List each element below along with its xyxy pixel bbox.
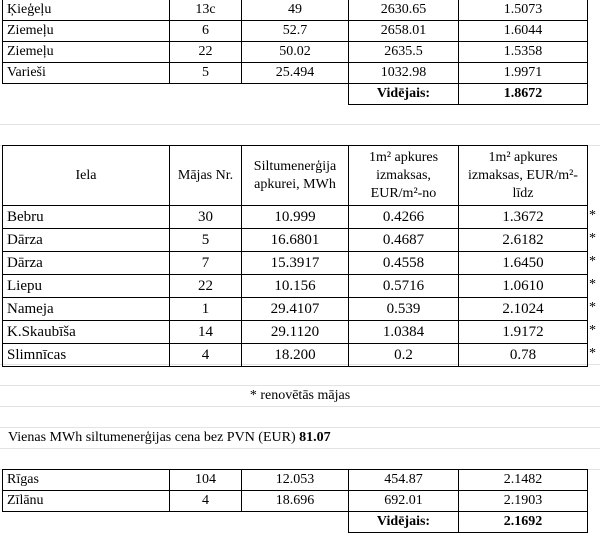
street-cell: Ķieģeļu (3, 0, 170, 21)
renovated-marker: * (589, 231, 596, 246)
energy-cell: 16.6801 (242, 229, 349, 252)
house-cell: 4 (170, 344, 242, 367)
header-energy: Siltumenerģija apkurei, MWh (242, 146, 349, 206)
table-row (3, 275, 588, 298)
house-cell: 7 (170, 252, 242, 275)
house-cell: 13c (170, 0, 242, 21)
street-cell: Zīlānu (3, 491, 170, 512)
cost-to-cell: 1.5073 (459, 0, 588, 21)
header-cost-from: 1m² apkures izmaksas, EUR/m²-no (349, 146, 459, 206)
average-value: 2.1692 (459, 512, 588, 533)
energy-cell: 49 (242, 0, 349, 21)
cost-from-cell: 2635.5 (349, 42, 459, 63)
cost-from-cell: 0.2 (349, 344, 459, 367)
table-row (3, 491, 588, 512)
average-label: Vidējais: (349, 512, 459, 533)
cost-from-cell: 0.5716 (349, 275, 459, 298)
energy-cell: 18.200 (242, 344, 349, 367)
header-cost-to: 1m² apkures izmaksas, EUR/m²-līdz (459, 146, 588, 206)
street-cell: Nameja (3, 298, 170, 321)
house-cell: 22 (170, 42, 242, 63)
cost-to-cell: 2.1903 (459, 491, 588, 512)
heat-price-value: 81.07 (299, 430, 331, 445)
cost-from-cell: 0.539 (349, 298, 459, 321)
average-value: 1.8672 (459, 84, 588, 105)
average-row (3, 84, 588, 105)
cost-to-cell: 1.3672 (459, 206, 588, 229)
renovated-marker: * (589, 346, 596, 361)
bottom-table (2, 469, 588, 533)
street-cell: Ziemeļu (3, 42, 170, 63)
house-cell: 30 (170, 206, 242, 229)
average-label: Vidējais: (349, 84, 459, 105)
heat-price-label: Vienas MWh siltumenerģijas cena bez PVN (EUR) (8, 430, 296, 445)
house-cell: 4 (170, 491, 242, 512)
table-row (3, 298, 588, 321)
street-cell: K.Skaubīša (3, 321, 170, 344)
empty-cell (170, 512, 242, 533)
header-street: Iela (3, 146, 170, 206)
house-cell: 1 (170, 298, 242, 321)
cost-from-cell: 0.4558 (349, 252, 459, 275)
street-cell: Bebru (3, 206, 170, 229)
cost-from-cell: 2658.01 (349, 21, 459, 42)
empty-cell (3, 512, 170, 533)
renovated-marker: * (589, 254, 596, 269)
cost-from-cell: 0.4687 (349, 229, 459, 252)
street-cell: Liepu (3, 275, 170, 298)
table-row (3, 21, 588, 42)
cost-to-cell: 1.6044 (459, 21, 588, 42)
table-row (3, 0, 588, 21)
cost-from-cell: 692.01 (349, 491, 459, 512)
energy-cell: 10.156 (242, 275, 349, 298)
energy-cell: 12.053 (242, 470, 349, 491)
table-row (3, 42, 588, 63)
average-row (3, 512, 588, 533)
cost-from-cell: 1.0384 (349, 321, 459, 344)
empty-cell (3, 84, 170, 105)
house-cell: 5 (170, 63, 242, 84)
cost-to-cell: 1.9172 (459, 321, 588, 344)
renovated-marker: * (589, 277, 596, 292)
renovated-marker: * (589, 323, 596, 338)
table-row (3, 470, 588, 491)
empty-cell (170, 84, 242, 105)
street-cell: Dārza (3, 229, 170, 252)
renovated-marker: * (589, 300, 596, 315)
cost-to-cell: 2.1482 (459, 470, 588, 491)
cost-to-cell: 2.1024 (459, 298, 588, 321)
cost-to-cell: 1.5358 (459, 42, 588, 63)
energy-cell: 18.696 (242, 491, 349, 512)
table-row (3, 206, 588, 229)
energy-cell: 10.999 (242, 206, 349, 229)
cost-from-cell: 454.87 (349, 470, 459, 491)
heat-price-line (8, 430, 331, 446)
cost-from-cell: 1032.98 (349, 63, 459, 84)
energy-cell: 15.3917 (242, 252, 349, 275)
main-table (2, 145, 588, 367)
header-house: Mājas Nr. (170, 146, 242, 206)
energy-cell: 29.4107 (242, 298, 349, 321)
cost-to-cell: 0.78 (459, 344, 588, 367)
house-cell: 6 (170, 21, 242, 42)
street-cell: Dārza (3, 252, 170, 275)
energy-cell: 25.494 (242, 63, 349, 84)
cost-to-cell: 1.0610 (459, 275, 588, 298)
house-cell: 5 (170, 229, 242, 252)
cost-to-cell: 2.6182 (459, 229, 588, 252)
cost-from-cell: 2630.65 (349, 0, 459, 21)
empty-cell (242, 84, 349, 105)
cost-to-cell: 1.9971 (459, 63, 588, 84)
table-row (3, 63, 588, 84)
street-cell: Ziemeļu (3, 21, 170, 42)
street-cell: Rīgas (3, 470, 170, 491)
renovated-note: * renovētās mājas (249, 388, 351, 403)
energy-cell: 29.1120 (242, 321, 349, 344)
empty-cell (242, 512, 349, 533)
cost-from-cell: 0.4266 (349, 206, 459, 229)
table-row (3, 344, 588, 367)
table-row (3, 321, 588, 344)
energy-cell: 52.7 (242, 21, 349, 42)
house-cell: 104 (170, 470, 242, 491)
energy-cell: 50.02 (242, 42, 349, 63)
street-cell: Varieši (3, 63, 170, 84)
table-row (3, 252, 588, 275)
house-cell: 22 (170, 275, 242, 298)
street-cell: Slimnīcas (3, 344, 170, 367)
table-row (3, 229, 588, 252)
renovated-marker: * (589, 208, 596, 223)
main-table-header-row (3, 146, 588, 206)
cost-to-cell: 1.6450 (459, 252, 588, 275)
house-cell: 14 (170, 321, 242, 344)
top-table (2, 0, 588, 105)
